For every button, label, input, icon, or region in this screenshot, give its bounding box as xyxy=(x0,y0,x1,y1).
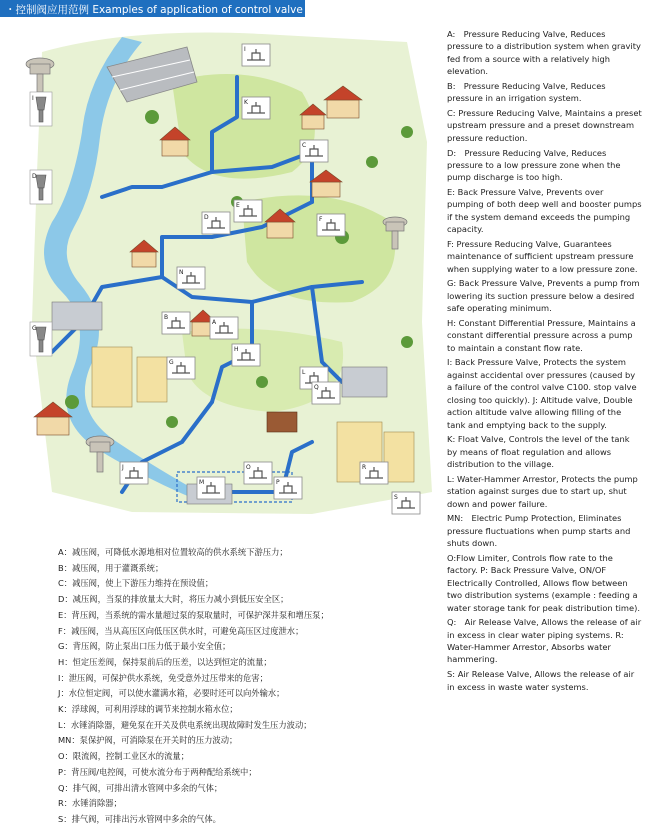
description-item: Q：排气阀，可排出清水管网中多余的气体； xyxy=(58,782,223,793)
valve-label: Q xyxy=(314,384,319,391)
valve-callout xyxy=(234,200,262,222)
valve-callout xyxy=(197,477,225,499)
valve-callout xyxy=(167,357,195,379)
description-item: A: Pressure Reducing Valve, Reduces pressure to a distribution system when gravity fed from a source with a relatively high elevation. xyxy=(447,29,641,77)
section-header xyxy=(0,0,305,17)
description-item: B: Pressure Reducing Valve, Reduces pressure in an irrigation system. xyxy=(447,80,606,104)
valve-label: M xyxy=(199,479,205,486)
pump-label: G xyxy=(32,325,37,332)
description-item: L：水锤消除器，避免泵在开关及供电系统出现故障时发生压力波动； xyxy=(58,719,312,730)
description-item: J：水位恒定阀，可以使水灌满水箱，必要时还可以向外输水； xyxy=(58,688,285,699)
pump-house xyxy=(267,412,297,432)
valve-callout xyxy=(242,44,270,66)
valve-callout xyxy=(242,97,270,119)
valve-label: B xyxy=(164,314,169,321)
valve-label: O xyxy=(246,464,251,471)
description-item: C: Pressure Reducing Valve, Maintains a preset upstream pressure and a preset downstream pressure reduction. xyxy=(447,108,642,143)
description-item: I: Back Pressure Valve, Protects the system against accidental over pressures (caused by a failure of the control valve C100. stop valve closing too quickly). J: Altitude valve, Double action altitude valve allowing filling of the tank and emptying back to the supply. xyxy=(447,357,637,430)
valve-label: I xyxy=(244,46,246,53)
section-title: ・控制阀应用范例 Examples of application of control valve xyxy=(5,4,303,16)
valve-label: N xyxy=(179,269,184,276)
description-item: R：水锤消除器； xyxy=(58,798,122,809)
valve-label: F xyxy=(319,216,323,223)
description-item: A：减压阀，可降低水源地相对位置较高的供水系统下游压力； xyxy=(58,547,288,557)
valve-callout xyxy=(162,312,190,334)
control-valve-application-illustration xyxy=(12,22,435,519)
description-list-english xyxy=(447,28,642,695)
description-item: G：背压阀，防止泵出口压力低于最小安全值； xyxy=(58,641,231,652)
description-item: E：背压阀，当系统的需水量超过泵的泵取量时，可保护深井泵和增压泵； xyxy=(58,609,329,620)
valve-callout xyxy=(202,212,230,234)
description-item: S：排气阀，可排出污水管网中多余的气体。 xyxy=(58,813,221,824)
valve-callout xyxy=(300,140,328,162)
description-item: K：浮球阀，可利用浮球的调节来控制水箱水位； xyxy=(58,704,238,715)
description-item: H：恒定压差阀，保持泵前后的压差，以达到恒定的流量； xyxy=(58,656,272,667)
valve-callout xyxy=(312,382,340,404)
valve-label: L xyxy=(302,369,306,376)
valve-label: K xyxy=(244,99,248,106)
valve-label: G xyxy=(169,359,174,366)
valve-label: E xyxy=(236,202,240,209)
description-list-chinese xyxy=(58,545,428,828)
valve-label: D xyxy=(204,214,209,221)
description-item: D：减压阀，当泵的排放量太大时，将压力减小到低压安全区； xyxy=(58,594,289,605)
valve-label: A xyxy=(212,319,217,326)
description-item: O:Flow Limiter, Controls flow rate to the factory. P: Back Pressure Valve, ON/OF Electrically Controlled, Allows flow between two distribution systems (example : feeding a water storage tank for peak distribution time). xyxy=(447,552,640,613)
valve-label: S xyxy=(394,494,398,501)
pump-label: D xyxy=(32,173,37,180)
valve-callout xyxy=(244,462,272,484)
description-item: G: Back Pressure Valve, Prevents a pump from lowering its suction pressure below a desired safe operating minimum. xyxy=(447,278,640,314)
valve-callout xyxy=(392,492,420,514)
valve-label: J xyxy=(122,464,124,471)
valve-callout xyxy=(120,462,148,484)
grass-patches xyxy=(172,74,315,179)
description-item: L: Water-Hammer Arrestor, Protects the pump station against surges due to start up, shut down and power failure. xyxy=(447,473,638,509)
description-item: F: Pressure Reducing Valve, Guarantees maintenance of sufficient upstream pressure when supplying water to a low pressure zone. xyxy=(447,238,638,274)
valve-label: H xyxy=(234,346,239,353)
valve-callout xyxy=(317,214,345,236)
valve-label: R xyxy=(362,464,367,471)
description-item: C：减压阀，使上下游压力维持在预设值； xyxy=(58,578,214,589)
description-item: I：泄压阀，可保护供水系统，免受意外过压带来的危害； xyxy=(58,672,268,683)
description-item: B：减压阀，用于灌溉系统； xyxy=(58,562,164,573)
description-item: D: Pressure Reducing Valve, Reduces pressure to a low pressure zone when the pump discharge is too high. xyxy=(447,147,621,183)
valve-callout xyxy=(210,317,238,339)
description-item: F：减压阀，当从高压区向低压区供水时，可避免高压区过度泄水； xyxy=(58,625,304,636)
description-item: H: Constant Differential Pressure, Maintains a constant differential pressure across a pump to maintain a constant flow rate. xyxy=(447,317,636,353)
description-item: K: Float Valve, Controls the level of the tank by means of float regulation and allows distribution to the village. xyxy=(447,434,630,470)
description-item: Q: Air Release Valve, Allows the release of air in excess in clear water piping systems. R: Water-Hammer Arrestor, Absorbs water hammering. xyxy=(447,617,642,665)
description-item: MN：泵保护阀，可消除泵在开关时的压力波动； xyxy=(58,735,238,746)
description-item: P：背压阀/电控阀，可使水流分布于两种配给系统中； xyxy=(58,766,257,777)
valve-callout xyxy=(232,344,260,366)
valve-label: C xyxy=(302,142,307,149)
valve-callout xyxy=(360,462,388,484)
description-item: MN: Electric Pump Protection, Eliminates pressure fluctuations when pump starts and shuts down. xyxy=(447,513,631,549)
description-item: S: Air Release Valve, Allows the release of air in excess in waste water systems. xyxy=(447,669,635,692)
valve-callout xyxy=(177,267,205,289)
valve-label: P xyxy=(276,479,280,486)
description-item: E: Back Pressure Valve, Prevents over pumping of both deep well and booster pumps if the system demand exceeds the pumping capacity. xyxy=(447,187,642,235)
pump-label: I xyxy=(32,95,34,102)
valve-callout xyxy=(274,477,302,499)
description-item: O：限流阀，控制工业区水的流量； xyxy=(58,751,189,762)
